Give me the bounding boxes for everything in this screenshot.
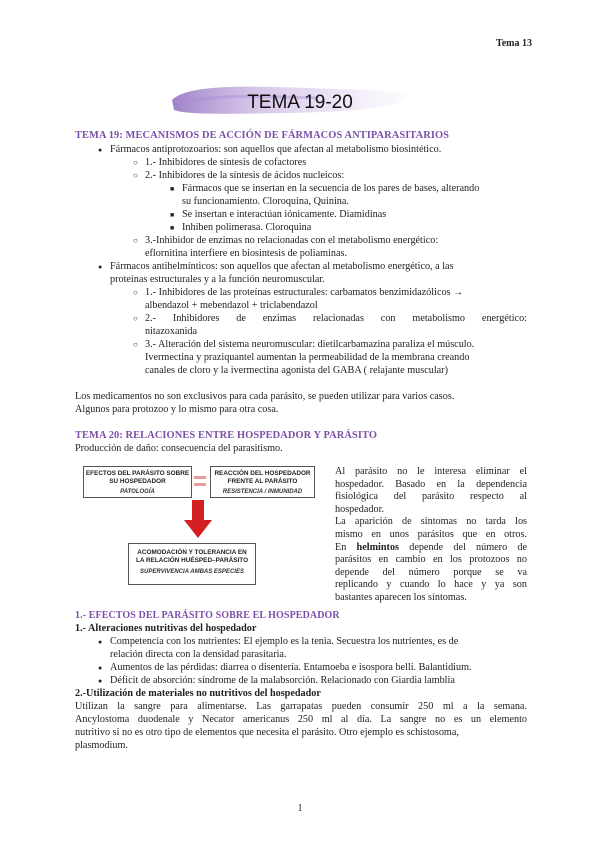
list-item (110, 675, 455, 688)
section19-title: TEMA 19: MECANISMOS DE ACCIÓN DE FÁRMACOS ANTIPARASITARIOS (75, 130, 450, 141)
sub-item-text: Fármacos que se insertan en la secuencia de los pares de bases, alterando (182, 183, 480, 194)
bullet-text: Competencia con los nutrientes: El ejemplo es la tenia. Secuestra los nutrientes, es de (110, 636, 459, 647)
side-paragraph (335, 466, 527, 605)
side-line: Al parásito no le interesa eliminar el (335, 466, 527, 477)
header-tema-label: Tema 13 (495, 38, 532, 49)
diagram-box-title: ACOMODACIÓN Y TOLERANCIA EN (137, 549, 247, 556)
diagram-box-acomodacion (128, 543, 256, 585)
diagram-box-title: EFECTOS DEL PARÁSITO SOBRE (85, 470, 190, 477)
sub-item-text: nitazoxanida (145, 326, 198, 337)
side-line: depende del número porque se va (335, 566, 527, 578)
list-item (145, 287, 463, 300)
side-line: replicando y cuando lo hace y ya son (335, 579, 527, 591)
list-item (182, 209, 386, 222)
diagram-box-title: LA RELACIÓN HUÉSPED–PARÁSITO (135, 557, 249, 564)
sub-item-text: Se insertan e interactúan iónicamente. Diamidinas (182, 209, 387, 220)
antiprotozoarios-text: Fármacos antiprotozoarios: son aquellos que afectan al metabolismo biosintético. (110, 144, 442, 155)
page-number: 1 (297, 803, 303, 814)
note-text-cont: Algunos para protozoo y lo mismo para otra cosa. (75, 404, 279, 415)
diagram-box-subtitle: RESISTENCIA / INMUNIDAD (222, 489, 303, 495)
diagram-box-title: FRENTE AL PARÁSITO (227, 478, 298, 485)
list-item (145, 235, 527, 248)
diagram-box-subtitle: SUPERVIVENCIA AMBAS ESPECIES (140, 569, 244, 575)
note-text: Los medicamentos no son exclusivos para cada parásito, se pueden utilizar para varios casos. (75, 391, 455, 402)
list-item (110, 261, 454, 274)
side-line: hospedador. (335, 503, 384, 515)
sub-item-text: eflornitina interfiere en biosintesis de poliaminas. (145, 248, 347, 259)
utilizacion-line: Ancylostoma duodenale y Necator americanus 250 ml al día. La sangre no es un elemento (75, 714, 527, 725)
sub-item-text: su funcionamiento. Cloroquina, Quinina. (182, 196, 349, 207)
list-item (145, 313, 527, 326)
sub-item-text: 3.-Inhibidor de enzimas no relacionadas con el metabolismo energético: (145, 235, 439, 246)
side-line-part: depende del número de (399, 541, 527, 553)
side-line: La aparición de síntomas no tarda los (335, 516, 527, 528)
side-line: bastantes aparecen los síntomas. (335, 591, 467, 603)
bullet-text: Aumentos de las pérdidas: diarrea o disentería. Entamoeba e isospora belli. Balantidium. (110, 662, 472, 673)
diagram-box-subtitle: PATOLOGÍA (120, 489, 155, 495)
alteraciones-title: 1.- Alteraciones nutritivas del hospedador (75, 623, 257, 634)
list-item (182, 183, 479, 196)
section20-title: TEMA 20: RELACIONES ENTRE HOSPEDADOR Y PARÁSITO (75, 430, 378, 441)
list-item (110, 636, 458, 649)
diagram-down-arrow-icon (184, 500, 212, 538)
utilizacion-line: nutritivo si no es otro tipo de elementos que necesita el parásito. Otro ejemplo es schistosoma, (75, 727, 459, 738)
produccion-text: Producción de daño: consecuencia del parasitismo. (75, 443, 283, 454)
sub-item-text: Inhiben polimerasa. Cloroquina (182, 222, 312, 233)
side-line (335, 542, 527, 555)
sub-item-text: albendazol + mebendazol + triclabendazol (145, 300, 318, 311)
subsection-title: 1.- EFECTOS DEL PARÁSITO SOBRE EL HOSPEDADOR (75, 610, 340, 621)
sub-item-text: canales de cloro y la ivermectina agonista del GABA ( relajante muscular) (145, 365, 448, 376)
sub-item-text: 3.- Alteración del sistema neuromuscular: dietilcarbamazina paraliza el músculo. (145, 339, 475, 350)
sub-item-text: 2.- Inhibidores de la síntesis de ácidos nucleicos: (145, 170, 345, 181)
list-item (110, 662, 472, 675)
diagram-equals-symbol (194, 474, 206, 488)
diagram-box-reaccion (210, 466, 315, 498)
side-line: mismo en unos parásitos que en otros. (335, 528, 527, 540)
helmintos-bold: helmintos (356, 541, 399, 553)
utilizacion-line: plasmodium. (75, 740, 128, 751)
diagram-box-title: SU HOSPEDADOR (109, 478, 166, 485)
side-line-part: En (335, 541, 357, 553)
sub-item-text: 1.- Inhibidores de las proteínas estructurales: carbamatos benzimidazólicos → (145, 287, 464, 298)
list-item (145, 170, 344, 183)
diagram-box-efectos (83, 466, 192, 498)
bullet-text: Déficit de absorción: síndrome de la malabsorción. Relacionado con Giardia lamblia (110, 675, 455, 686)
sub-item-text: 1.- Inhibidores de síntesis de cofactores (145, 157, 307, 168)
side-line: fisiológica del parásito respecto al (335, 491, 527, 503)
banner-title: TEMA 19-20 (247, 92, 353, 113)
utilizacion-line: Utilizan la sangre para alimentarse. Las garrapatas pueden consumir 250 ml a la semana. (75, 701, 527, 712)
side-line: hospedador. Basado en la dependencia (335, 478, 527, 490)
side-line: parásitos en cambio en los protozoos no (335, 554, 527, 566)
list-item (182, 222, 311, 235)
antihelminticos-text: Fármacos antihelmínticos: son aquellos que afectan al metabolismo energético, a las (110, 261, 454, 272)
bullet-text: relación directa con la densidad parasitaria. (110, 649, 287, 660)
sub-item-text: Ivermectina y praziquantel aumentan la permeabilidad de la membrana creando (145, 352, 470, 363)
diagram-box-title: REACCIÓN DEL HOSPEDADOR (214, 470, 311, 477)
sub-item-text: 2.- Inhibidores de enzimas relacionadas con metabolismo energético: (145, 313, 527, 324)
list-item (110, 144, 441, 157)
utilizacion-title: 2.-Utilización de materiales no nutritivos del hospedador (75, 688, 321, 699)
antihelminticos-text-cont: proteínas estructurales y a la función neuromuscular. (110, 274, 325, 285)
list-item (145, 157, 306, 170)
list-item (145, 339, 474, 352)
